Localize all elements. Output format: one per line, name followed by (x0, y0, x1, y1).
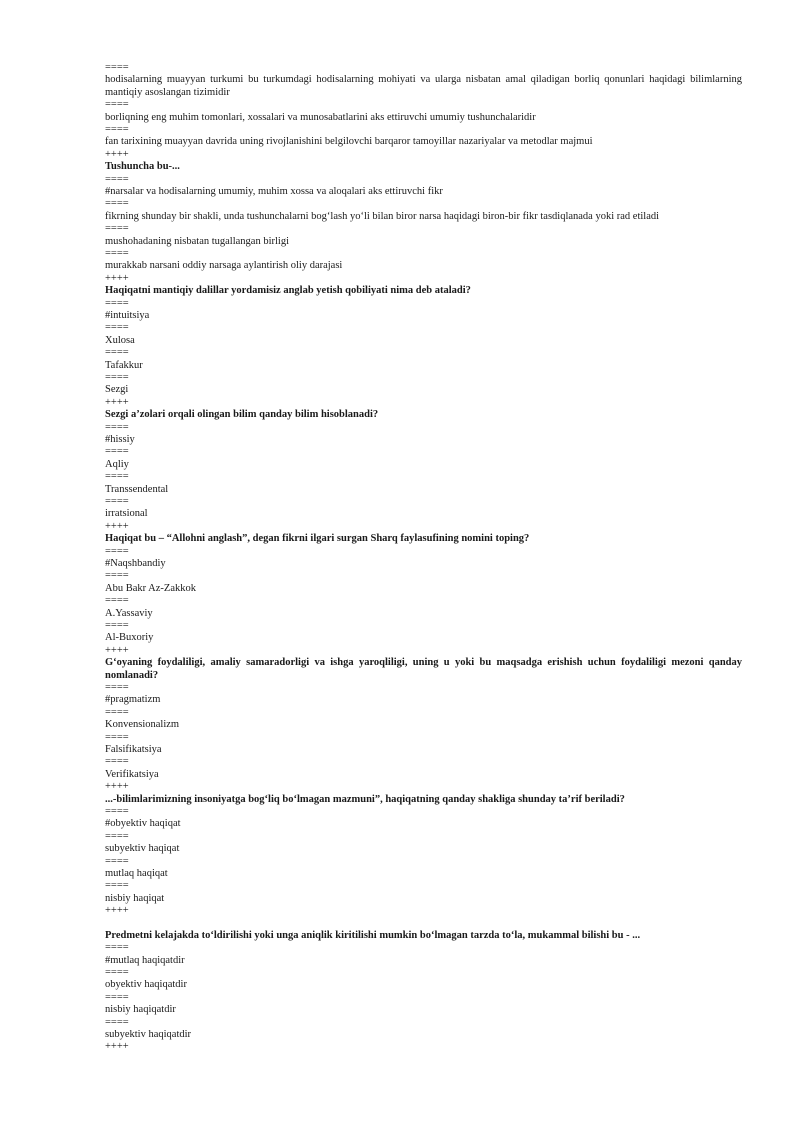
separator-line: ==== (105, 570, 129, 582)
answer-option: #mutlaq haqiqatdir (105, 954, 185, 966)
answer-option: irratsional (105, 508, 148, 520)
separator-line: ==== (105, 967, 129, 979)
separator-line: ==== (105, 706, 129, 718)
answer-option: Falsifikatsiya (105, 743, 162, 755)
separator-line: ==== (105, 595, 129, 607)
answer-option: subyektiv haqiqatdir (105, 1029, 192, 1041)
separator-line: ==== (105, 855, 129, 867)
separator-line: ==== (105, 991, 129, 1003)
separator-line: ==== (105, 198, 129, 210)
answer-option: Xulosa (105, 334, 135, 346)
separator-line: ==== (105, 173, 129, 185)
separator-line: ==== (105, 681, 129, 693)
separator-line: ==== (105, 371, 129, 383)
question-text: Haqiqat bu – “Allohni anglash”, degan fikrni ilgari surgan Sharq faylasufining nomini toping? (105, 533, 530, 545)
answer-option: subyektiv haqiqat (105, 843, 180, 855)
answer-option: Konvensionalizm (105, 719, 180, 731)
question-text: Tushuncha bu-... (105, 161, 180, 173)
separator-line: ==== (105, 731, 129, 743)
answer-option: fan tarixining muayyan davrida uning rivojlanishini belgilovchi barqaror tamoyillar nazariyalar va metodlar majmui (105, 136, 593, 148)
separator-line: ++++ (105, 781, 129, 793)
separator-line: ==== (105, 805, 129, 817)
answer-option: borliqning eng muhim tomonlari, xossalari va munosabatlarini aks ettiruvchi umumiy tushunchalaridir (105, 111, 536, 123)
separator-line: ++++ (105, 520, 129, 532)
question-text: ...-bilimlarimizning insoniyatga bog‘liq bo‘lmagan mazmuni”, haqiqatning qanday shakliga shunday ta’rif beriladi? (105, 793, 625, 805)
separator-line: ++++ (105, 644, 129, 656)
answer-option: #intuitsiya (105, 309, 150, 321)
separator-line: ==== (105, 1016, 129, 1028)
blank-line (105, 918, 742, 930)
separator-line: ==== (105, 880, 129, 892)
separator-line: ==== (105, 545, 129, 557)
answer-option: Sezgi (105, 384, 129, 396)
answer-option: Tafakkur (105, 359, 143, 371)
separator-line: ==== (105, 446, 129, 458)
separator-line: ==== (105, 223, 129, 235)
answer-option: nisbiy haqiqatdir (105, 1004, 176, 1016)
answer-option: Aqliy (105, 458, 129, 470)
separator-line: ==== (105, 347, 129, 359)
answer-option: Abu Bakr Az-Zakkok (105, 582, 196, 594)
answer-option: Al-Buxoriy (105, 632, 154, 644)
answer-option: #obyektiv haqiqat (105, 818, 181, 830)
answer-option: #pragmatizm (105, 694, 161, 706)
answer-option: murakkab narsani oddiy narsaga aylantirish oliy darajasi (105, 260, 343, 272)
answer-option: mushohadaning nisbatan tugallangan birligi (105, 235, 290, 247)
separator-line: ++++ (105, 148, 129, 160)
separator-line: ==== (105, 619, 129, 631)
separator-line: ==== (105, 124, 129, 135)
answer-option: A.Yassaviy (105, 607, 153, 619)
separator-line: ==== (105, 471, 129, 483)
separator-line: ==== (105, 421, 129, 433)
answer-option: fikrning shunday bir shakli, unda tushunchalarni bog‘lash yo‘li bilan biror narsa haqidagi biron-bir fikr tasdiqlanada yoki rad etiladi (105, 210, 660, 222)
answer-option: #hissiy (105, 433, 135, 445)
answer-option: obyektiv haqiqatdir (105, 979, 187, 991)
answer-option: nisbiy haqiqat (105, 892, 165, 904)
separator-line: ==== (105, 322, 129, 334)
answer-option: Transsendental (105, 483, 169, 495)
separator-line: ==== (105, 297, 129, 309)
answer-option: mutlaq haqiqat (105, 867, 168, 879)
question-text: Sezgi a’zolari orqali olingan bilim qanday bilim hisoblanadi? (105, 409, 379, 421)
document-page (105, 62, 742, 1054)
separator-line: ==== (105, 99, 129, 111)
answer-option: #narsalar va hodisalarning umumiy, muhim xossa va aloqalari aks ettiruvchi fikr (105, 185, 443, 197)
question-text: Predmetni kelajakda to‘ldirilishi yoki unga aniqlik kiritilishi mumkin bo‘lmagan tarzda to‘la, mukammal bilishi bu - ... (105, 929, 641, 941)
question-text: Haqiqatni mantiqiy dalillar yordamisiz anglab yetish qobiliyati nima deb ataladi? (105, 285, 471, 297)
separator-line: ++++ (105, 396, 129, 408)
answer-option: Verifikatsiya (105, 768, 159, 780)
answer-option: hodisalarning muayyan turkumi bu turkumdagi hodisalarning mohiyati va ularga nisbatan amal qiladigan borliq qonunlari haqidagi bilimlarning mantiqiy asoslangan tizimidir (105, 74, 742, 98)
question-text: G‘oyaning foydaliligi, amaliy samaradorligi va ishga yaroqliligi, uning u yoki bu maqsadga erishish uchun foydaliligi mezoni qanday nomlanadi? (105, 657, 742, 681)
separator-line: ==== (105, 830, 129, 842)
separator-line: ==== (105, 495, 129, 507)
separator-line: ==== (105, 62, 129, 73)
separator-line: ==== (105, 247, 129, 259)
separator-line: ++++ (105, 905, 129, 917)
separator-line: ++++ (105, 1041, 129, 1053)
separator-line: ==== (105, 756, 129, 768)
answer-option: #Naqshbandiy (105, 557, 166, 569)
separator-line: ==== (105, 942, 129, 954)
separator-line: ++++ (105, 272, 129, 284)
